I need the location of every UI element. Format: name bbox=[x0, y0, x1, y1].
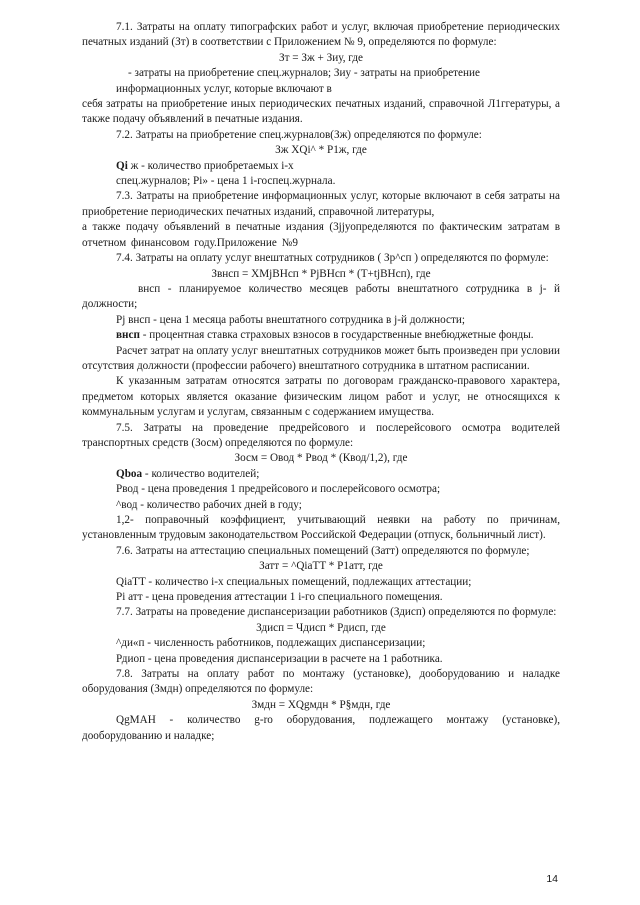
paragraph-7-2: 7.2. Затраты на приобретение спец.журналов(Зж) определяются по формуле: bbox=[116, 128, 482, 141]
definition-rdisp: Рдиоп - цена проведения диспансеризации в расчете на 1 работника. bbox=[116, 652, 443, 665]
definition-t-vnsp bbox=[82, 328, 560, 343]
formula-zmdn: Змдн = XQgмдн * Р§мдн, где bbox=[251, 698, 391, 711]
definition-qvod-text: - количество водителей; bbox=[142, 467, 260, 480]
document-body bbox=[82, 20, 560, 744]
paragraph-freelance-calculation: Расчет затрат на оплату услуг внештатных сотрудников может быть произведен при условии отсутствия должности (профессии рабочего) внештатного сотрудника в штатном расписании. bbox=[82, 344, 560, 372]
formula-zvnsp: Звнсп = XMjВНсп * PjВНсп * (Т+tjВНсп), где bbox=[211, 267, 431, 280]
formula-zdisp: Здисп = Чдисп * Рдисп, где bbox=[256, 621, 386, 634]
formula-zt: Зт = Зж + Зиу, где bbox=[279, 51, 363, 64]
symbol-qi: Qi bbox=[116, 159, 128, 172]
definition-pi: спец.журналов; Pi» - цена 1 i-госпец.журнала. bbox=[116, 175, 336, 188]
definition-zzh-ziu: - затраты на приобретение спец.журналов; Зиу - затраты на приобретение bbox=[128, 67, 480, 80]
definition-m-vnsp: внсп - планируемое количество месяцев работы внештатного сотрудника в j- й должности; bbox=[82, 282, 560, 311]
symbol-qboa: Qboa bbox=[116, 467, 143, 480]
definition-p-vnsp: Pj внсп - цена 1 месяца работы внештатного сотрудника в j-й должности; bbox=[116, 313, 465, 326]
paragraph-civil-contracts: К указанным затратам относятся затраты по договорам гражданско-правового характера, предметом которых является оказание физическим лицом работ и услуг, не относящихся к коммунальным услугам и услугам, связанным с содержанием имущества. bbox=[82, 375, 560, 419]
definition-qi bbox=[82, 159, 560, 174]
paragraph-7-8: 7.8. Затраты на оплату работ по монтажу (установке), дооборудованию и наладке оборудования (Змдн) определяются по формуле: bbox=[82, 668, 560, 696]
definition-pvod: Рвод - цена проведения 1 предрейсового и послерейсового осмотра; bbox=[116, 483, 441, 496]
paragraph-ads: а также подачу объявлений в печатные издания (3jjуопределяются по фактическим затратам в отчетном финансовом году.Приложение №9 bbox=[82, 221, 560, 249]
definition-qvod bbox=[82, 467, 560, 482]
formula-zzh: Зж XQi^ * Р1ж, где bbox=[275, 144, 367, 157]
definition-qiatt: QiaTT - количество i-х специальных помещений, подлежащих аттестации; bbox=[116, 575, 472, 588]
formula-zosm: Зосм = Овод * Рвод * (Квод/1,2), где bbox=[234, 452, 408, 465]
paragraph-7-6: 7.6. Затраты на аттестацию специальных помещений (Затт) определяются по формуле; bbox=[116, 544, 530, 557]
definition-t-vnsp-text: - процентная ставка страховых взносов в государственные внебюджетные фонды. bbox=[139, 329, 534, 342]
definition-info-services: информационных услуг, которые включают в bbox=[116, 82, 332, 95]
definition-qgmdn: QgMAH - количество g-ro оборудования, подлежащего монтажу (установке), дооборудованию и наладке; bbox=[82, 714, 560, 742]
paragraph-other-publications: себя затраты на приобретение иных периодических печатных изданий, справочной Л1ггературы, а также подачу объявлений в печатные издания. bbox=[82, 98, 560, 126]
paragraph-7-1: 7.1. Затраты на оплату типографских работ и услуг, включая приобретение периодических печатных изданий (Зт) в соответствии с Приложением № 9, определяются по формуле: bbox=[82, 21, 560, 49]
definition-nvod: ^вод - количество рабочих дней в году; bbox=[116, 498, 302, 511]
definition-qi-text: ж - количество приобретаемых i-х bbox=[127, 159, 294, 172]
formula-zatt: Затт = ^QiaTT * Р1атт, где bbox=[259, 560, 383, 573]
symbol-vnsp: внсп bbox=[116, 329, 140, 342]
definition-coefficient: 1,2- поправочный коэффициент, учитывающий неявки на работу по причинам, установленным трудовым законодательством Российской Федерации (отпуск, больничный лист). bbox=[82, 514, 560, 542]
paragraph-7-3: 7.3. Затраты на приобретение информационных услуг, которые включают в себя затраты на приобретение периодических печатных изданий, справочной литературы, bbox=[82, 190, 560, 218]
page-number: 14 bbox=[546, 873, 558, 885]
definition-chdisp: ^ди«п - численность работников, подлежащих диспансеризации; bbox=[116, 637, 426, 650]
paragraph-7-4: 7.4. Затраты на оплату услуг внештатных сотрудников ( Зр^сп ) определяются по формуле: bbox=[116, 252, 549, 265]
paragraph-7-7: 7.7. Затраты на проведение диспансеризации работников (Здисп) определяются по формуле: bbox=[116, 606, 557, 619]
definition-piatt: Pi атт - цена проведения аттестации 1 i-го специального помещения. bbox=[116, 591, 443, 604]
paragraph-7-5: 7.5. Затраты на проведение предрейсового и послерейсового осмотра водителей транспортных средств (Зосм) определяются по формуле: bbox=[82, 421, 560, 449]
